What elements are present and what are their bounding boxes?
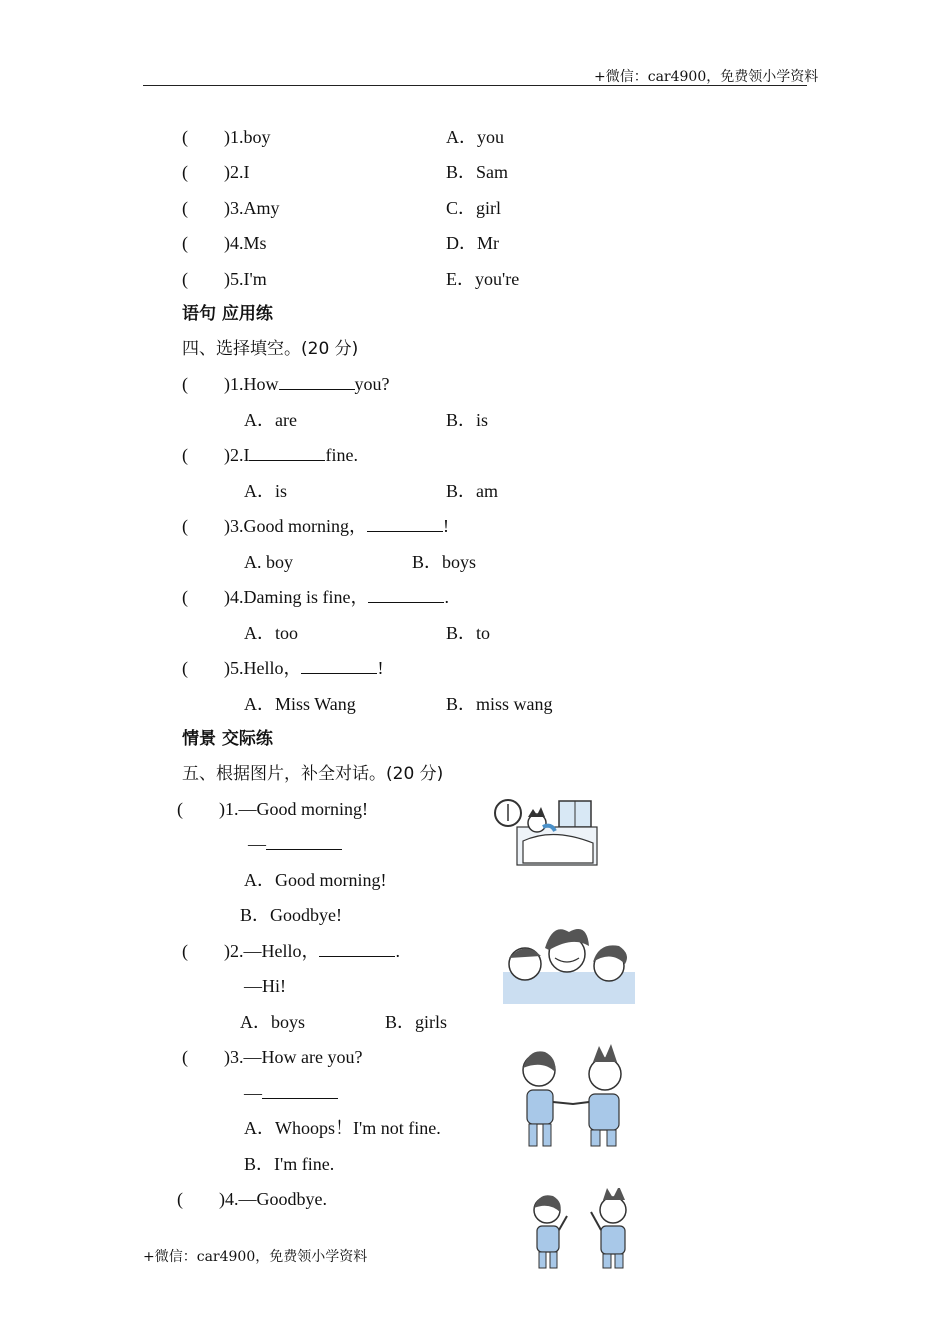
answer-blank[interactable] <box>368 588 444 603</box>
p5-q2-option-a: A．boys <box>240 1012 306 1032</box>
boy-face-icon <box>589 1058 621 1090</box>
p5-q1-option-a: A．Good morning! <box>244 870 387 890</box>
p4-q1-option-a: A．are <box>244 410 297 430</box>
match-item-4: ( )4.Ms <box>182 233 267 253</box>
match-option-c: C．girl <box>446 198 502 218</box>
match-item-2: ( )2.I <box>182 162 250 182</box>
p4-q3-tail: ! <box>442 516 449 536</box>
p5-q2-reply: —Hi! <box>244 976 286 996</box>
p5-q2-tail: . <box>395 941 400 961</box>
p4-q5 <box>182 657 383 679</box>
match-option-d: D．Mr <box>446 233 499 253</box>
boy-face-icon <box>600 1197 626 1223</box>
p5-q2-option-b: B．girls <box>385 1012 448 1032</box>
p4-q4-stem: ( )4.Daming is fine， <box>182 587 369 607</box>
match-item-5: ( )5.I'm <box>182 269 267 289</box>
answer-blank[interactable] <box>279 375 355 390</box>
header-watermark: +微信：car4900，免费领小学资料 <box>594 69 819 85</box>
answer-blank[interactable] <box>301 659 377 674</box>
match-option-a: A．you <box>446 127 504 147</box>
p5-q3-reply <box>244 1082 338 1104</box>
p4-q1-tail: you? <box>354 374 390 394</box>
dash: — <box>248 834 266 854</box>
p4-q2-option-b: B．am <box>446 481 498 501</box>
p5-q3-option-a: A．Whoops！I'm not fine. <box>244 1118 441 1138</box>
match-option-b: B．Sam <box>446 162 509 182</box>
p4-q4-option-a: A．too <box>244 623 298 643</box>
p4-q2-stem: ( )2.I <box>182 445 250 465</box>
p4-q3-stem: ( )3.Good morning， <box>182 516 367 536</box>
answer-blank[interactable] <box>319 942 395 957</box>
three-children-illustration <box>503 922 635 1004</box>
part4-title: 四、选择填空。(20 分) <box>182 339 359 359</box>
answer-blank[interactable] <box>367 517 443 532</box>
p4-q3 <box>182 515 449 537</box>
answer-blank[interactable] <box>262 1084 338 1099</box>
wake-up-illustration <box>493 797 601 869</box>
p5-q2 <box>182 940 400 962</box>
goodbye-wave-illustration <box>525 1188 635 1272</box>
p5-q1-reply <box>248 833 342 855</box>
p5-q2-stem: ( )2.—Hello， <box>182 941 320 961</box>
handshake-illustration <box>515 1040 635 1152</box>
p4-q5-option-a: A．Miss Wang <box>244 694 356 714</box>
p5-q4: ( )4.—Goodbye. <box>177 1189 327 1209</box>
answer-blank[interactable] <box>266 835 342 850</box>
p4-q2-tail: fine. <box>325 445 358 465</box>
p4-q2 <box>182 444 358 466</box>
match-option-e: E．you're <box>446 269 520 289</box>
p5-q3: ( )3.—How are you? <box>182 1047 363 1067</box>
p4-q4-option-b: B．to <box>446 623 491 643</box>
match-item-1: ( )1.boy <box>182 127 271 147</box>
p4-q4-tail: . <box>444 587 449 607</box>
p4-q3-option-a: A. boy <box>244 552 293 572</box>
p5-q3-option-b: B．I'm fine. <box>244 1154 335 1174</box>
p4-q5-stem: ( )5.Hello， <box>182 658 302 678</box>
match-item-3: ( )3.Amy <box>182 198 280 218</box>
header-rule <box>143 85 807 86</box>
p4-q1 <box>182 373 390 395</box>
p5-q1-option-b: B．Goodbye! <box>240 905 342 925</box>
footer-watermark: +微信：car4900，免费领小学资料 <box>143 1249 368 1265</box>
p4-q1-option-b: B．is <box>446 410 489 430</box>
p4-q5-tail: ! <box>377 658 384 678</box>
p4-q5-option-b: B．miss wang <box>446 694 553 714</box>
section-heading-sentence: 语句 应用练 <box>182 304 273 324</box>
p4-q4 <box>182 586 449 608</box>
p5-q1: ( )1.—Good morning! <box>177 799 368 819</box>
p4-q2-option-a: A．is <box>244 481 288 501</box>
part5-title: 五、根据图片，补全对话。(20 分) <box>182 764 444 784</box>
section-heading-situation: 情景 交际练 <box>182 729 273 749</box>
answer-blank[interactable] <box>249 446 325 461</box>
p4-q3-option-b: B．boys <box>412 552 477 572</box>
p4-q1-stem: ( )1.How <box>182 374 279 394</box>
dash: — <box>244 1083 262 1103</box>
